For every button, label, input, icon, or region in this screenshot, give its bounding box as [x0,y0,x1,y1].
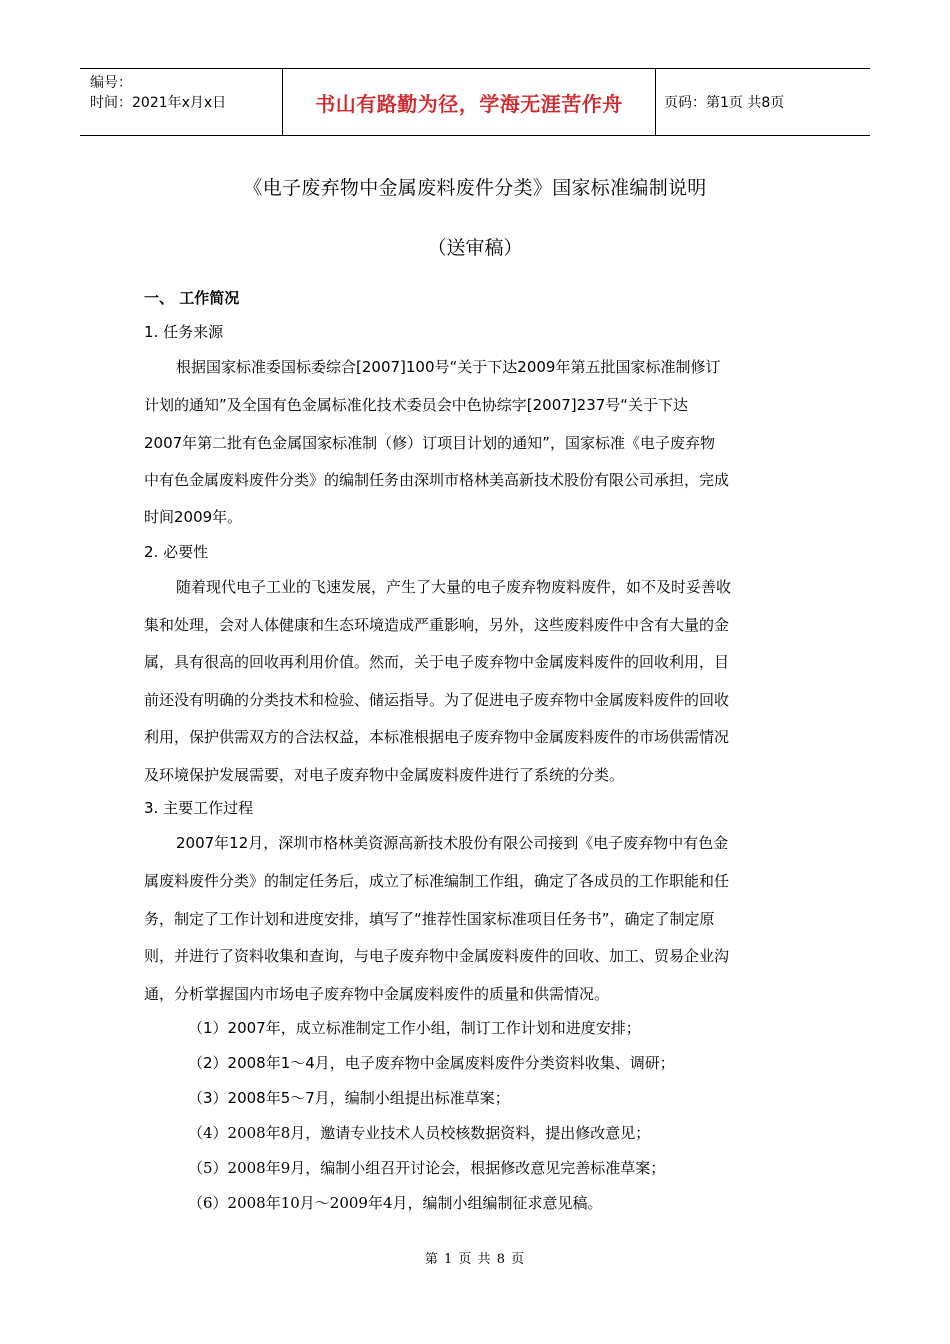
list-item: （3）2008年5～7月，编制小组提出标准草案； [188,1089,510,1107]
document-title: 《电子废弃物中金属废料废件分类》国家标准编制说明 [243,177,707,199]
paragraph-line: 通，分析掌握国内市场电子废弃物中金属废料废件的质量和供需情况。 [144,985,610,1003]
list-item: （4）2008年8月，邀请专业技术人员校核数据资料，提出修改意见； [188,1124,651,1142]
list-item: （2）2008年1～4月，电子废弃物中金属废料废件分类资料收集、调研； [188,1054,675,1072]
document-subtitle: （送审稿） [427,237,523,259]
paragraph-line: 根据国家标准委国标委综合[2007]100号“关于下达2009年第五批国家标准制修订 [176,358,721,376]
paragraph-line: 利用，保护供需双方的合法权益，本标准根据电子废弃物中金属废料废件的市场供需情况 [144,728,730,746]
header-motto: 书山有路勤为径，学海无涯苦作舟 [282,69,656,135]
paragraph-line: 2007年12月，深圳市格林美资源高新技术股份有限公司接到《电子废弃物中有色金 [176,834,729,852]
list-item: （1）2007年，成立标准制定工作小组，制订工作计划和进度安排； [188,1019,641,1037]
paragraph-line: 前还没有明确的分类技术和检验、储运指导。为了促进电子废弃物中金属废料废件的回收 [144,691,730,709]
paragraph-line: 属废料废件分类》的制定任务后，成立了标准编制工作组，确定了各成员的工作职能和任 [144,872,730,890]
subsection-heading: 1. 任务来源 [144,323,224,341]
paragraph-line: 则，并进行了资料收集和查询，与电子废弃物中金属废料废件的回收、加工、贸易企业沟 [144,947,730,965]
doc-number: 编号： [90,75,132,91]
section-heading: 一、 工作简况 [144,289,240,307]
subsection-heading: 3. 主要工作过程 [144,799,254,817]
doc-time: 时间：2021年x月x日 [90,95,227,111]
paragraph-line: 务，制定了工作计划和进度安排，填写了“推荐性国家标准项目任务书”，确定了制定原 [144,910,715,928]
paragraph-line: 集和处理，会对人体健康和生态环境造成严重影响，另外，这些废料废件中含有大量的金 [144,616,730,634]
list-item: （5）2008年9月，编制小组召开讨论会，根据修改意见完善标准草案； [188,1159,666,1177]
paragraph-line: 计划的通知”及全国有色金属标准化技术委员会中色协综字[2007]237号“关于下达 [144,396,689,414]
header-table [80,68,870,136]
header-meta [80,69,282,135]
header-page-info: 页码：第1页 共8页 [664,95,785,111]
paragraph-line: 及环境保护发展需要，对电子废弃物中金属废料废件进行了系统的分类。 [144,766,625,784]
paragraph-line: 中有色金属废料废件分类》的编制任务由深圳市格林美高新技术股份有限公司承担，完成 [144,471,730,489]
list-item: （6）2008年10月～2009年4月，编制小组编制征求意见稿。 [188,1194,603,1212]
subsection-heading: 2. 必要性 [144,543,209,561]
paragraph-line: 属，具有很高的回收再利用价值。然而，关于电子废弃物中金属废料废件的回收利用，目 [144,653,730,671]
page-footer: 第 1 页 共 8 页 [424,1252,526,1267]
paragraph-line: 随着现代电子工业的飞速发展，产生了大量的电子废弃物废料废件，如不及时妥善收 [176,578,732,596]
paragraph-line: 时间2009年。 [144,508,243,526]
paragraph-line: 2007年第二批有色金属国家标准制（修）订项目计划的通知”，国家标准《电子废弃物 [144,434,715,452]
